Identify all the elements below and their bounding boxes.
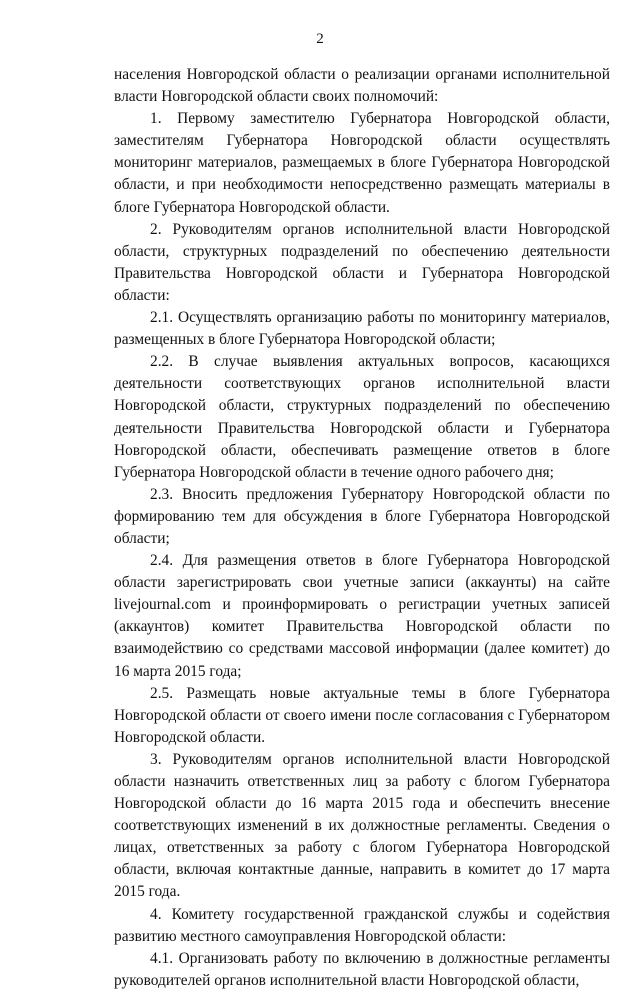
paragraph-item-2-1: 2.1. Осуществлять организацию работы по мониторингу материалов, размещенных в блоге Губернатора Новгородской области; <box>114 309 610 349</box>
paragraph-item-2-5: 2.5. Размещать новые актуальные темы в блоге Губернатора Новгородской области от своего имени после согласования с Губернатором Новгородской области. <box>114 684 610 746</box>
paragraph-item-2-3: 2.3. Вносить предложения Губернатору Новгородской области по формированию тем для обсуждения в блоге Губернатора Новгородской области; <box>114 485 610 547</box>
paragraph-item-2: 2. Руководителям органов исполнительной власти Новгородской области, структурных подразделений по обеспечению деятельности Правительства Новгородской области и Губернатора Новгородской области: <box>114 220 610 304</box>
paragraph-item-2-2: 2.2. В случае выявления актуальных вопросов, касающихся деятельности соответствующих органов исполнительной власти Новгородской области, структурных подразделений по обеспечению деятельности Правительства Новгородской области и Губернатора Новгородской области, обеспечивать размещение ответов в блоге Губернатора Новгородской области в течение одного рабочего дня; <box>114 353 610 481</box>
page-number: 2 <box>316 31 324 47</box>
paragraph-item-2-4: 2.4. Для размещения ответов в блоге Губернатора Новгородской области зарегистрировать свои учетные записи (аккаунты) на сайте livejournal.com и проинформировать о регистрации учетных записей (аккаунтов) комитет Правительства Новгородской области по взаимодействию со средствами массовой информации (далее комитет) до 16 марта 2015 года; <box>114 552 610 680</box>
paragraph-item-4: 4. Комитету государственной гражданской службы и содействия развитию местного самоуправления Новгородской области: <box>114 905 610 945</box>
paragraph-item-1: 1. Первому заместителю Губернатора Новгородской области, заместителям Губернатора Новгородской области осуществлять мониторинг материалов, размещаемых в блоге Губернатора Новгородской области, и при необходимости непосредственно размещать материалы в блоге Губернатора Новгородской области. <box>114 110 610 216</box>
document-body <box>114 64 610 992</box>
paragraph-intro: населения Новгородской области о реализации органами исполнительной власти Новгородской области своих полномочий: <box>114 66 610 106</box>
paragraph-item-3: 3. Руководителям органов исполнительной власти Новгородской области назначить ответственных лиц за работу с блогом Губернатора Новгородской области до 16 марта 2015 года и обеспечить внесение соответствующих изменений в их должностные регламенты. Сведения о лицах, ответственных за работу с блогом Губернатора Новгородской области, включая контактные данные, направить в комитет до 17 марта 2015 года. <box>114 750 610 901</box>
paragraph-item-4-1: 4.1. Организовать работу по включению в должностные регламенты руководителей органов исполнительной власти Новгородской области, <box>114 949 610 989</box>
